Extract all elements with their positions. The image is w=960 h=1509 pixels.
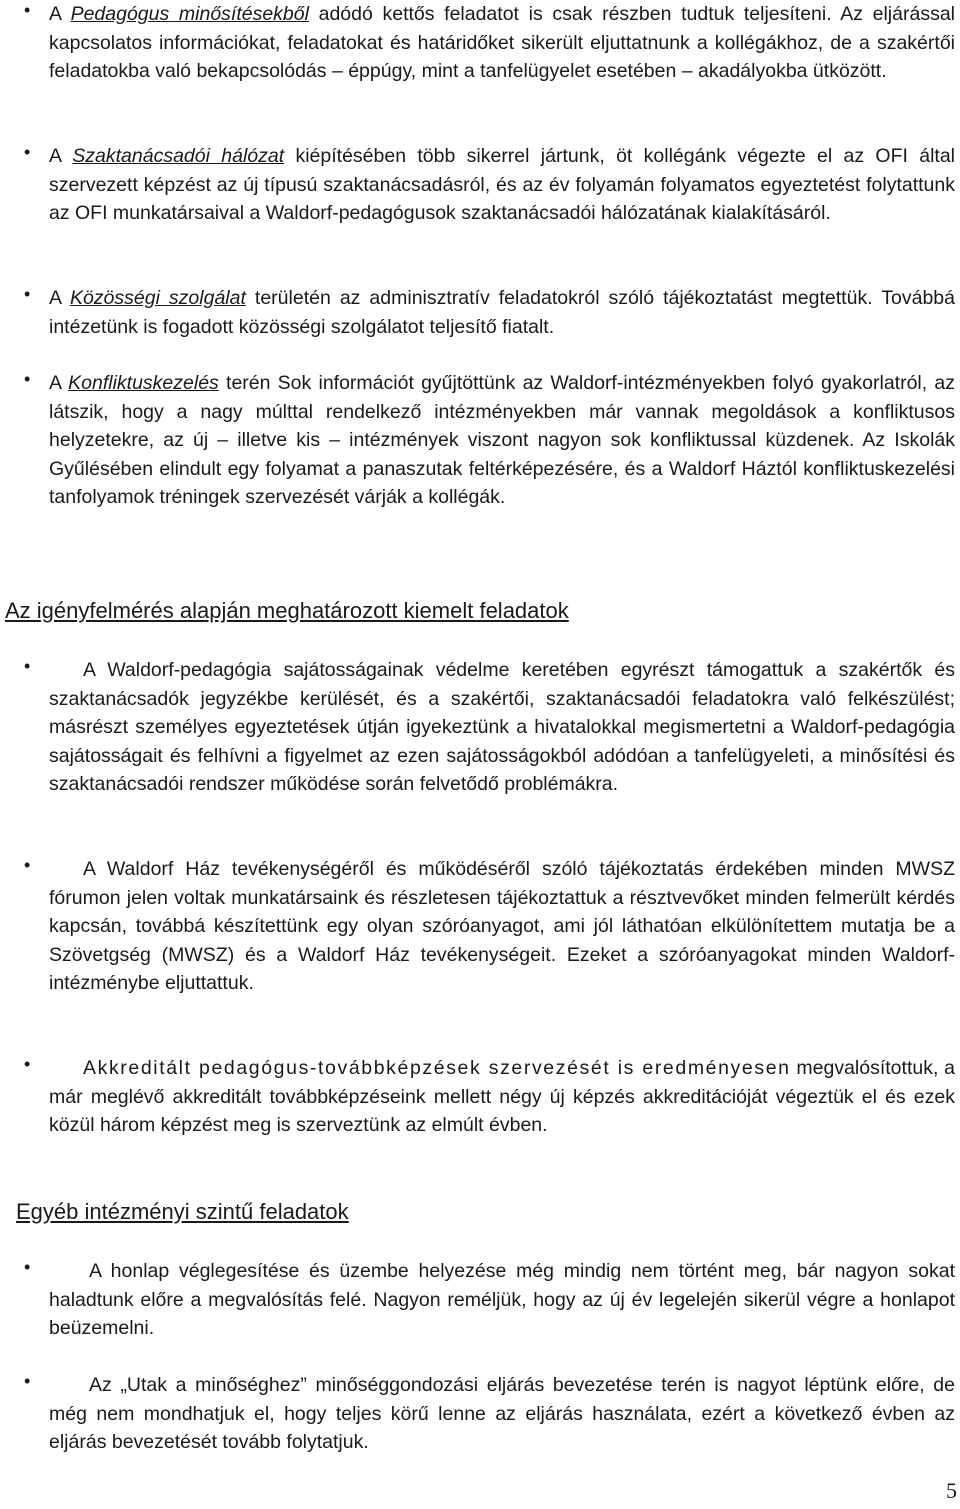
list-item [0,0,960,86]
paragraph: A honlap véglegesítése és üzembe helyezése még mindig nem történt meg, bár nagyon sokat haladtunk előre a megvalósítás felé. Nagyon reméljük, hogy az új év legelején sikerül végre a honlapot beüzemelni. [49,1260,955,1339]
paragraph: A Közösségi szolgálat területén az adminisztratív feladatokról szóló tájékoztatást megtettük. Továbbá intézetünk is fogadott közösségi szolgálatot teljesítő fiatalt. [49,287,955,338]
bullet-icon: • [24,656,31,676]
bullet-icon: • [24,0,31,20]
paragraph: Az „Utak a minőséghez” minőséggondozási eljárás bevezetése terén is nagyot léptünk előre, de még nem mondhatjuk el, hogy teljes körű lenne az eljárás használata, ezért a következő évben az eljárás bevezetését tovább folytatjuk. [49,1374,955,1453]
bullet-icon: • [24,369,31,389]
topic-link[interactable]: Közösségi szolgálat [69,287,246,309]
list-item [0,1257,960,1343]
section-heading: Egyéb intézményi szintű feladatok [16,1199,349,1224]
bullet-icon: • [24,1054,31,1074]
paragraph: A Waldorf-pedagógia sajátosságainak védelme keretében egyrészt támogattuk a szakértők és szaktanácsadók jegyzékbe kerülését, és a szakértői, szaktanácsadói feladatokra való felkészülést; másrészt személyes egyeztetések útján igyekeztünk a hivatalokkal megismertetni a Waldorf-pedagógia sajátosságait és felhívni a figyelmet az ezen sajátosságokból adódóan a tanfelügyeleti, a minősítési és szaktanácsadói rendszer működése során felvetődő problémákra. [49,659,955,795]
paragraph: Akkreditált pedagógus-továbbképzések szervezését is eredményesen megvalósítottuk, a már meglévő akkreditált továbbképzéseink mellett négy új képzés akkreditációját végeztük el és ezek közül három képzést meg is szerveztünk az elmúlt évben. [49,1057,955,1136]
paragraph: A Szaktanácsadói hálózat kiépítésében több sikerrel jártunk, öt kollégánk végezte el az OFI által szervezett képzést az új típusú szaktanácsadásról, és az év folyamán folyamatos egyeztetést folytattunk az OFI munkatársaival a Waldorf-pedagógusok szaktanácsadói hálózatának kialakításáról. [49,145,955,224]
paragraph: A Pedagógus minősítésekből adódó kettős feladatot is csak részben tudtuk teljesíteni. Az eljárással kapcsolatos információkat, feladatokat és határidőket sikerült eljuttatnunk a kollégákhoz, de a szakértői feladatokba való bekapcsolódás – éppúgy, mint a tanfelügyelet esetében – akadályokba ütközött. [49,3,955,82]
paragraph: A Konfliktuskezelés terén Sok információt gyűjtöttünk az Waldorf-intézményekben folyó gyakorlatról, az látszik, hogy a nagy múlttal rendelkező intézményekben már vannak megoldások a konfliktusos helyzetekre, az új – illetve kis – intézmények viszont nagyon sok konfliktussal küzdenek. Az Iskolák Gyűlésében elindult egy folyamat a panaszutak feltérképezésére, és a Waldorf Háztól konfliktuskezelési tanfolyamok tréningek szervezését várják a kollégák. [49,372,955,508]
list-item [0,855,960,998]
bullet-icon: • [24,1371,31,1391]
topic-link[interactable]: Konfliktuskezelés [68,372,219,394]
bullet-icon: • [24,142,31,162]
section-heading: Az igényfelmérés alapján meghatározott kiemelt feladatok [5,598,569,623]
page-number: 5 [946,1478,957,1503]
list-item [0,1054,960,1140]
list-item [0,1371,960,1457]
paragraph: A Waldorf Ház tevékenységéről és működéséről szóló tájékoztatás érdekében minden MWSZ fórumon jelen voltak munkatársaink és részletesen tájékoztattuk a résztvevőket minden felmerült kérdés kapcsán, továbbá készítettünk egy olyan szóróanyagot, ami jól láthatóan elkülönítettem mutatja be a Szövetgség (MWSZ) és a Waldorf Ház tevékenységeit. Ezeket a szóróanyagokat minden Waldorf-intézménybe eljuttattuk. [49,858,955,994]
topic-link[interactable]: Szaktanácsadói hálózat [72,145,285,167]
list-item [0,284,960,341]
list-item [0,369,960,512]
list-item [0,656,960,799]
topic-link[interactable]: Pedagógus minősítésekből [70,3,309,25]
bullet-icon: • [24,1257,31,1277]
list-item [0,142,960,228]
bullet-icon: • [24,855,31,875]
bullet-icon: • [24,284,31,304]
